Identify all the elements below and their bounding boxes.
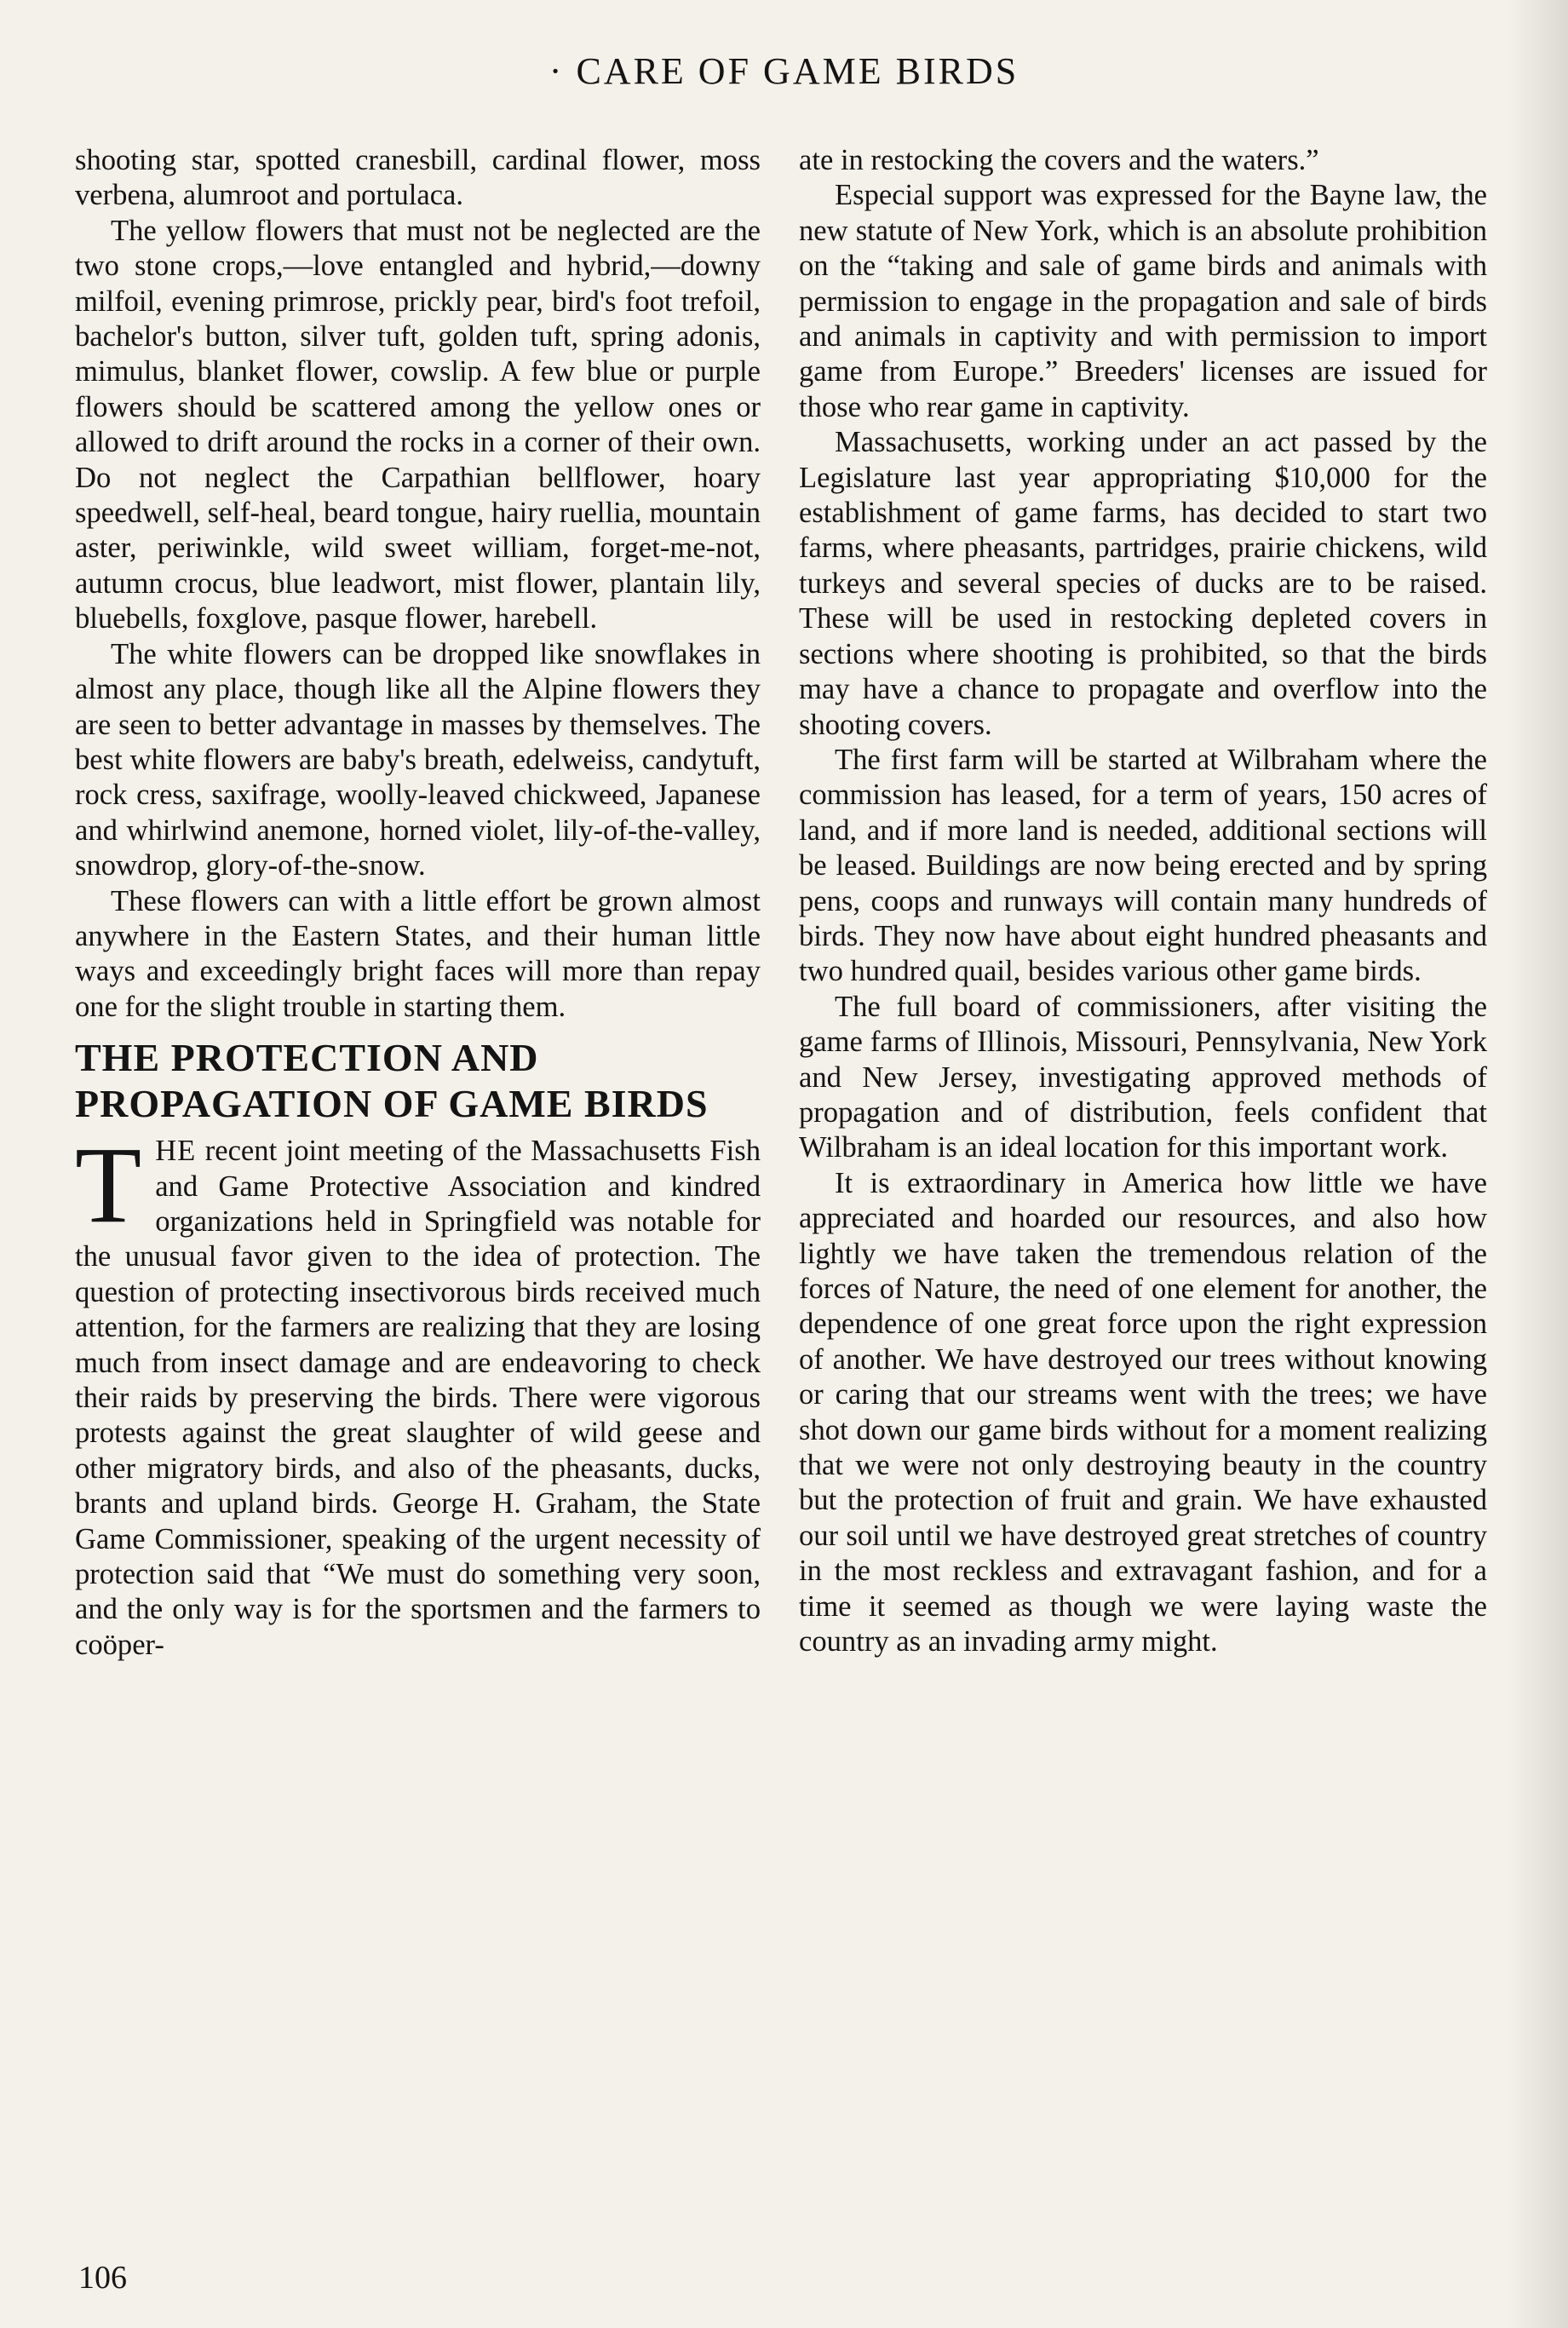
right-paragraph-2: Especial support was expressed for the Bayne law, the new statute of New York, which is an absolute prohibition on the “taking and sale of game birds and animals with permission to engage in the propagation and sale of birds and animals in captivity and with permission to import game from Europe.” Breeders' licenses are issued for those who rear game in captivity. bbox=[799, 179, 1487, 423]
page-number: 106 bbox=[78, 2260, 127, 2296]
left-paragraph-2: The yellow flowers that must not be neglected are the two stone crops,—love entangled and hybrid,—downy milfoil, evening primrose, prickly pear, bird's foot trefoil, bachelor's button, silver tuft, golden tuft, spring adonis, mimulus, blanket flower, cowslip. A few blue or purple flowers should be scattered among the yellow ones or allowed to drift around the rocks in a corner of their own. Do not neglect the Carpathian bellflower, hoary speedwell, self-heal, beard tongue, hairy ruellia, mountain aster, periwinkle, wild sweet william, forget-me-not, autumn crocus, blue leadwort, mist flower, plantain lily, bluebells, foxglove, pasque flower, harebell. bbox=[75, 214, 761, 635]
right-paragraph-5: The full board of commissioners, after visiting the game farms of Illinois, Missouri, Pennsylvania, New York and New Jersey, investigating approved methods of propagation and of distribution, feels confident that Wilbraham is an ideal location for this important work. bbox=[799, 990, 1487, 1164]
right-paragraph-3: Massachusetts, working under an act passed by the Legislature last year appropriating $10,000 for the establishment of game farms, has decided to start two farms, where pheasants, partridges, prairie chickens, wild turkeys and several species of ducks are to be raised. These will be used in restocking depleted covers in sections where shooting is prohibited, so that the birds may have a chance to propagate and overflow into the shooting covers. bbox=[799, 426, 1487, 741]
left-paragraph-1: shooting star, spotted cranesbill, cardinal flower, moss verbena, alumroot and portulaca. bbox=[75, 144, 761, 212]
right-paragraph-6: It is extraordinary in America how little we have appreciated and hoarded our resources, and also how lightly we have taken the tremendous relation of the forces of Nature, the need of one element for another, the dependence of one great force upon the right expression of another. We have destroyed our trees without knowing or caring that our streams went with the trees; we have shot down our game birds without for a moment realizing that we were not only destroying beauty in the country but the protection of fruit and grain. We have exhausted our soil until we have destroyed great stretches of country in the most reckless and extravagant fashion, and for a time it seemed as though we were laying waste the country as an invading army might. bbox=[799, 1166, 1487, 1658]
left-paragraph-4: These flowers can with a little effort be grown almost anywhere in the Eastern States, and their human little ways and exceedingly bright faces will more than repay one for the slight trouble in starting them. bbox=[75, 884, 761, 1023]
page-edge-shadow bbox=[1508, 0, 1568, 2328]
lead-small-caps: HE bbox=[155, 1135, 197, 1168]
running-title: · CARE OF GAME BIRDS bbox=[549, 50, 1019, 92]
left-column bbox=[75, 143, 761, 1663]
right-paragraph-1: ate in restocking the covers and the waters.” bbox=[799, 144, 1319, 176]
right-column bbox=[799, 143, 1487, 1659]
right-paragraph-4: The first farm will be started at Wilbraham where the commission has leased, for a term of years, 150 acres of land, and if more land is needed, additional sections will be leased. Buildings are now being erected and by spring pens, coops and runways will contain many hundreds of birds. They now have about eight hundred pheasants and two hundred quail, besides various other game birds. bbox=[799, 743, 1487, 988]
section-lead-paragraph bbox=[75, 1124, 761, 1663]
section-lead-text: recent joint meeting of the Massachusetts Fish and Game Protective Association and kindred organizations held in Springfield was notable for the unusual favor given to the idea of protection. The question of protecting insectivorous birds received much attention, for the farmers are realizing that they are losing much from insect damage and are endeavoring to check their raids by preserving the birds. There were vigorous protests against the great slaughter of wild geese and other migratory birds, and also of the pheasants, ducks, brants and upland birds. George H. Graham, the State Game Commissioner, speaking of the urgent necessity of protection said that “We must do something very soon, and the only way is for the sportsmen and the farmers to coöper- bbox=[75, 1135, 761, 1661]
drop-cap: T bbox=[75, 1124, 142, 1246]
section-title: THE PROTECTION AND PROPAGATION OF GAME BIRDS bbox=[75, 1036, 709, 1126]
left-paragraph-3: The white flowers can be dropped like snowflakes in almost any place, though like all the Alpine flowers they are seen to better advantage in masses by themselves. The best white flowers are baby's breath, edelweiss, candytuft, rock cress, saxifrage, woolly-leaved chickweed, Japanese and whirlwind anemone, horned violet, lily-of-the-valley, snowdrop, glory-of-the-snow. bbox=[75, 637, 761, 882]
